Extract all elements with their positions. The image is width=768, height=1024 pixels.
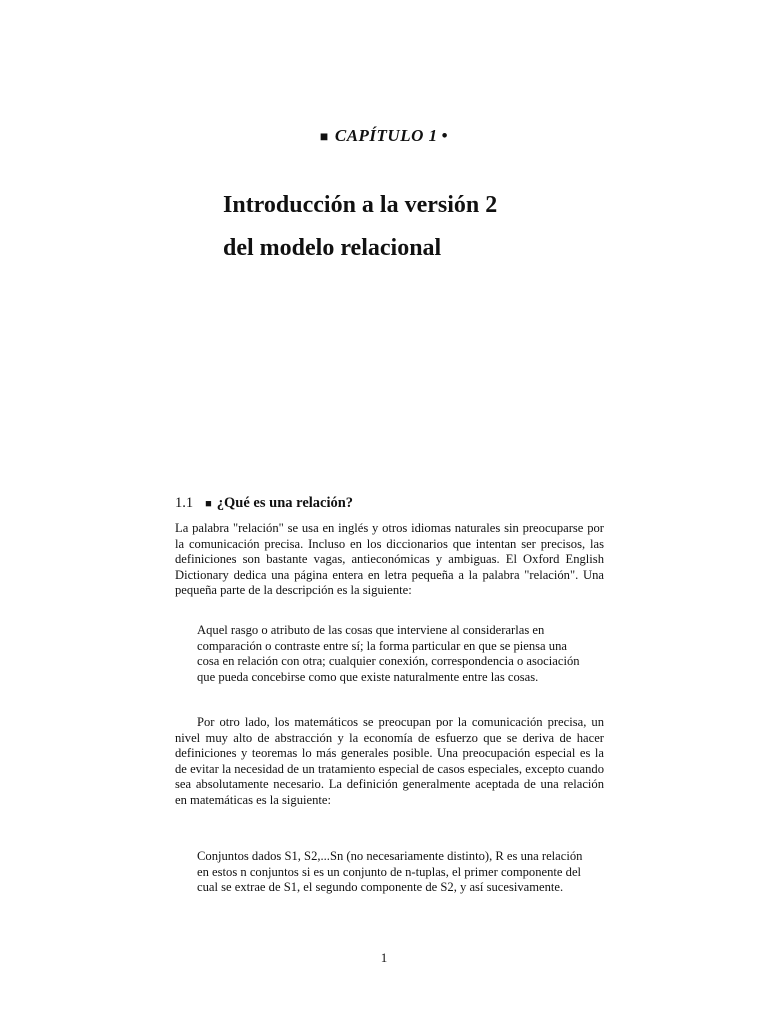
- chapter-label: [0, 126, 768, 146]
- chapter-title-line-1: Introducción a la versión 2: [223, 192, 498, 218]
- page-number: 1: [380, 950, 388, 965]
- blockquote-oxford-definition: Aquel rasgo o atributo de las cosas que interviene al considerarlas en comparación o contraste entre sí; la forma particular en que se piensa una cosa en relación con otra; cualquier conexión, correspondencia o asociación que pueda concebirse como que existe naturalmente entre las cosas.: [197, 623, 580, 684]
- chapter-square-icon: ■: [319, 130, 329, 145]
- section-heading-text: ¿Qué es una relación?: [216, 495, 354, 511]
- chapter-label-text: CAPÍTULO 1: [334, 126, 438, 145]
- section-number: 1.1: [175, 495, 194, 511]
- section-heading: [175, 495, 353, 512]
- blockquote-math-definition: Conjuntos dados S1, S2,...Sn (no necesariamente distinto), R es una relación en estos n conjuntos si es un conjunto de n-tuplas, el primer componente del cual se extrae de S1, el segundo componente de S2, y así sucesivamente.: [197, 849, 583, 895]
- paragraph-intro: La palabra "relación" se usa en inglés y otros idiomas naturales sin preocuparse por la comunicación precisa. Incluso en los diccionarios que intentan ser precisos, las definiciones son bastante vagas, antieconómicas y ambiguas. El Oxford English Dictionary dedica una página entera en letra pequeña a la palabra "relación". Una pequeña parte de la descripción es la siguiente:: [175, 521, 604, 598]
- paragraph-mathematicians: Por otro lado, los matemáticos se preocupan por la comunicación precisa, un nivel muy alto de abstracción y la economía de esfuerzo que se deriva de hacer definiciones y teoremas lo más generales posible. Una preocupación especial es la de evitar la necesidad de un tratamiento especial de casos especiales, excepto cuando sea absolutamente necesario. La definición generalmente aceptada de una relación en matemáticas es la siguiente:: [175, 715, 604, 807]
- chapter-bullet-icon: •: [441, 126, 449, 145]
- chapter-title: [223, 184, 703, 270]
- section-square-icon: ■: [205, 498, 212, 510]
- chapter-title-line-2: del modelo relacional: [223, 235, 442, 261]
